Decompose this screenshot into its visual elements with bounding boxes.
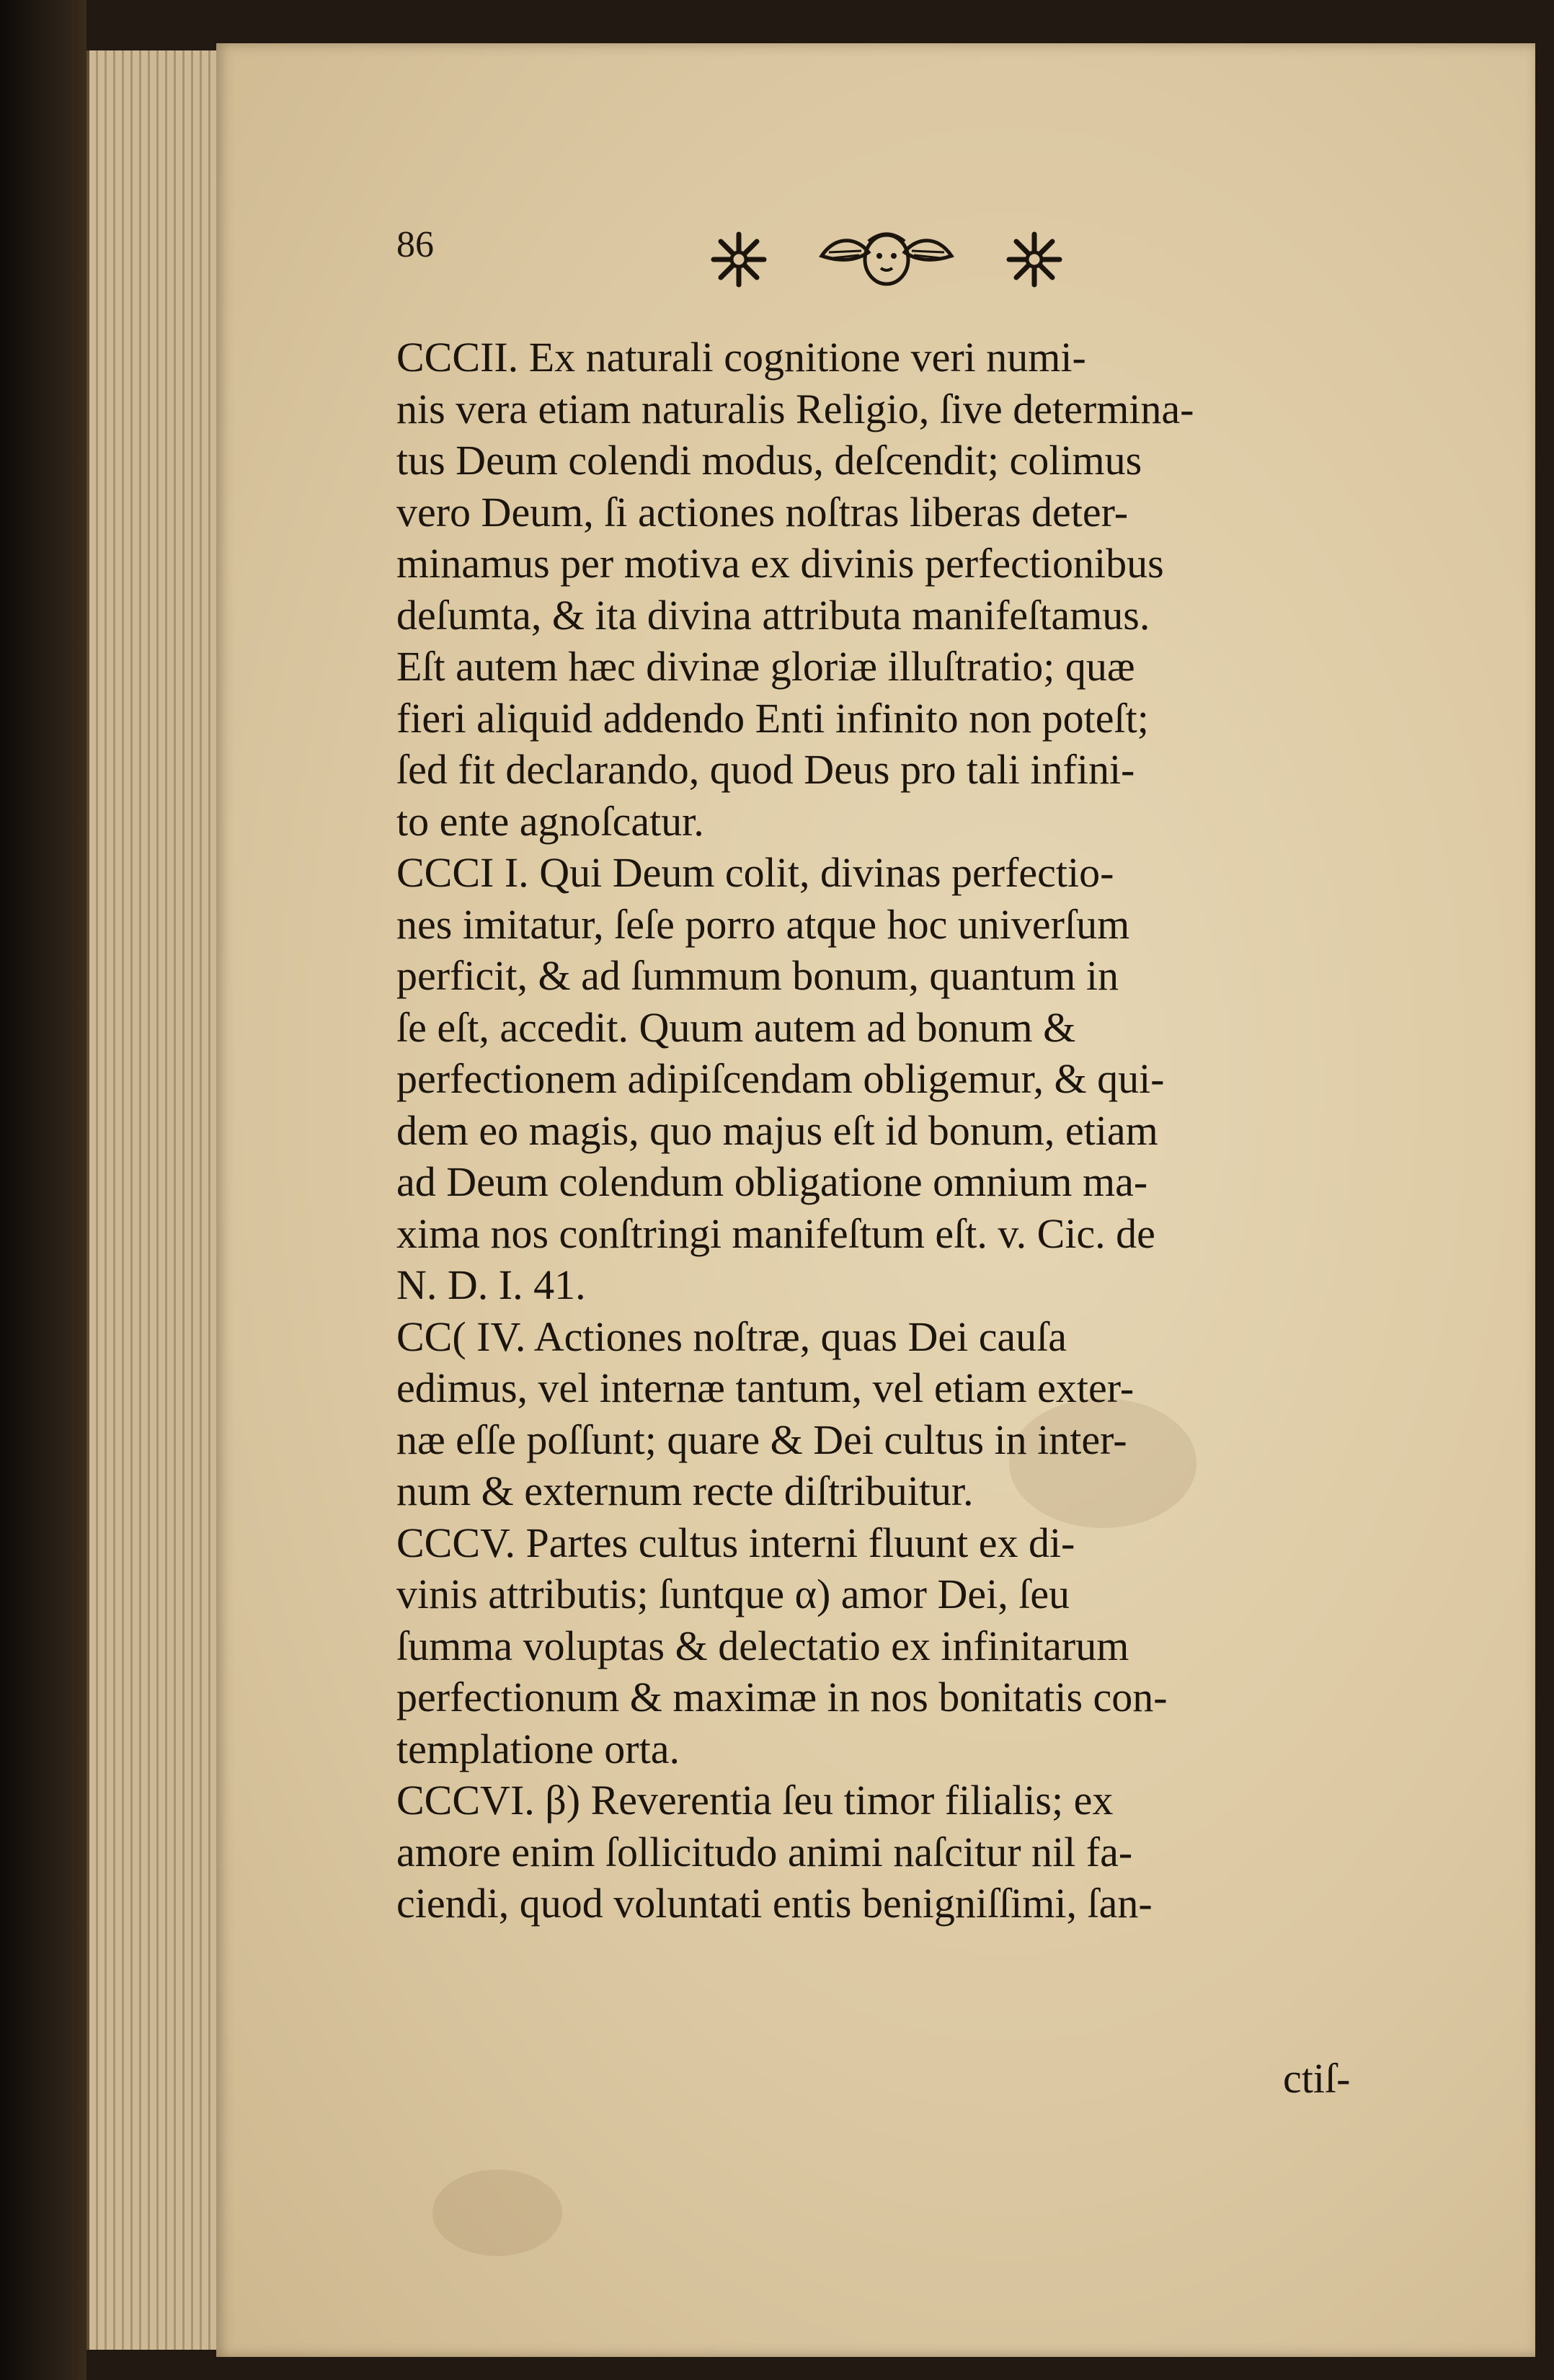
text-line: vinis attributis; ſuntque α) amor Dei, ſeu bbox=[396, 1571, 1070, 1617]
text-line: ſumma voluptas & delectatio ex infinitarum bbox=[396, 1622, 1129, 1669]
text-line: CCCV. Partes cultus interni fluunt ex di- bbox=[396, 1519, 1075, 1566]
paragraph bbox=[396, 1517, 1434, 1775]
cherub-head-icon bbox=[814, 223, 959, 296]
text-line: N. D. I. 41. bbox=[396, 1261, 586, 1308]
text-line: næ eſſe poſſunt; quare & Dei cultus in inter- bbox=[396, 1416, 1127, 1463]
page-header bbox=[396, 195, 1406, 296]
text-line: ſed fit declarando, quod Deus pro tali infini- bbox=[396, 746, 1135, 793]
paragraph-number: CCCV. bbox=[396, 1519, 515, 1566]
text-line: minamus per motiva ex divinis perfectionibus bbox=[396, 540, 1164, 587]
text-line: nes imitatur, ſeſe porro atque hoc univerſum bbox=[396, 900, 1130, 948]
text-line: perfectionum & maximæ in nos bonitatis con- bbox=[396, 1674, 1168, 1720]
main-text bbox=[396, 332, 1434, 1930]
text-line: perfectionem adipiſcendam obligemur, & qui- bbox=[396, 1055, 1165, 1102]
text-line: CCCI I. Qui Deum colit, divinas perfectio- bbox=[396, 849, 1114, 896]
text-line: templatione orta. bbox=[396, 1725, 680, 1772]
text-line: xima nos conſtringi manifeſtum eſt. v. Cic. de bbox=[396, 1209, 1155, 1257]
paragraph-number: CCCII. bbox=[396, 334, 519, 381]
paragraph bbox=[396, 847, 1434, 1311]
page-edges bbox=[86, 50, 226, 2350]
text-line: edimus, vel internæ tantum, vel etiam exter- bbox=[396, 1364, 1135, 1411]
paper-stain bbox=[432, 2170, 562, 2256]
text-line: ſe eſt, accedit. Quum autem ad bonum & bbox=[396, 1003, 1076, 1051]
page-sheet bbox=[216, 43, 1535, 2357]
asterisk-flower-icon bbox=[1002, 223, 1067, 296]
text-line: amore enim ſollicitudo animi naſcitur nil fa- bbox=[396, 1828, 1133, 1875]
paragraph-number: CC( IV. bbox=[396, 1313, 526, 1360]
paragraph bbox=[396, 1311, 1434, 1517]
binding-gutter bbox=[0, 0, 86, 2380]
text-line: CCCII. Ex naturali cognitione veri numi- bbox=[396, 334, 1086, 381]
text-line: tus Deum colendi modus, deſcendit; colimus bbox=[396, 437, 1142, 484]
page-number: 86 bbox=[396, 224, 434, 265]
catchword: ctiſ- bbox=[1283, 2055, 1351, 2102]
text-line: to ente agnoſcatur. bbox=[396, 797, 704, 845]
text-line: Eſt autem hæc divinæ gloriæ illuſtratio; quæ bbox=[396, 643, 1135, 690]
text-line: ciendi, quod voluntati entis benigniſſimi, ſan- bbox=[396, 1880, 1153, 1927]
asterisk-flower-icon bbox=[706, 223, 771, 296]
paragraph bbox=[396, 1775, 1434, 1930]
text-line: fieri aliquid addendo Enti infinito non poteſt; bbox=[396, 694, 1149, 742]
text-line: nis vera etiam naturalis Religio, ſive determina- bbox=[396, 385, 1194, 432]
paragraph-number: CCCI I. bbox=[396, 849, 529, 896]
text-line: dem eo magis, quo majus eſt id bonum, etiam bbox=[396, 1106, 1158, 1154]
text-line: CCCVI. β) Reverentia ſeu timor filialis; ex bbox=[396, 1777, 1114, 1824]
paragraph-number: CCCVI. bbox=[396, 1777, 535, 1824]
text-line: num & externum recte diſtribuitur. bbox=[396, 1467, 974, 1514]
paragraph bbox=[396, 332, 1434, 847]
text-line: ad Deum colendum obligatione omnium ma- bbox=[396, 1158, 1148, 1205]
text-line: perficit, & ad ſummum bonum, quantum in bbox=[396, 952, 1119, 999]
text-line: vero Deum, ſi actiones noſtras liberas deter- bbox=[396, 488, 1129, 536]
text-line: CC( IV. Actiones noſtræ, quas Dei cauſa bbox=[396, 1313, 1067, 1360]
text-line: deſumta, & ita divina attributa manifeſtamus. bbox=[396, 591, 1150, 639]
